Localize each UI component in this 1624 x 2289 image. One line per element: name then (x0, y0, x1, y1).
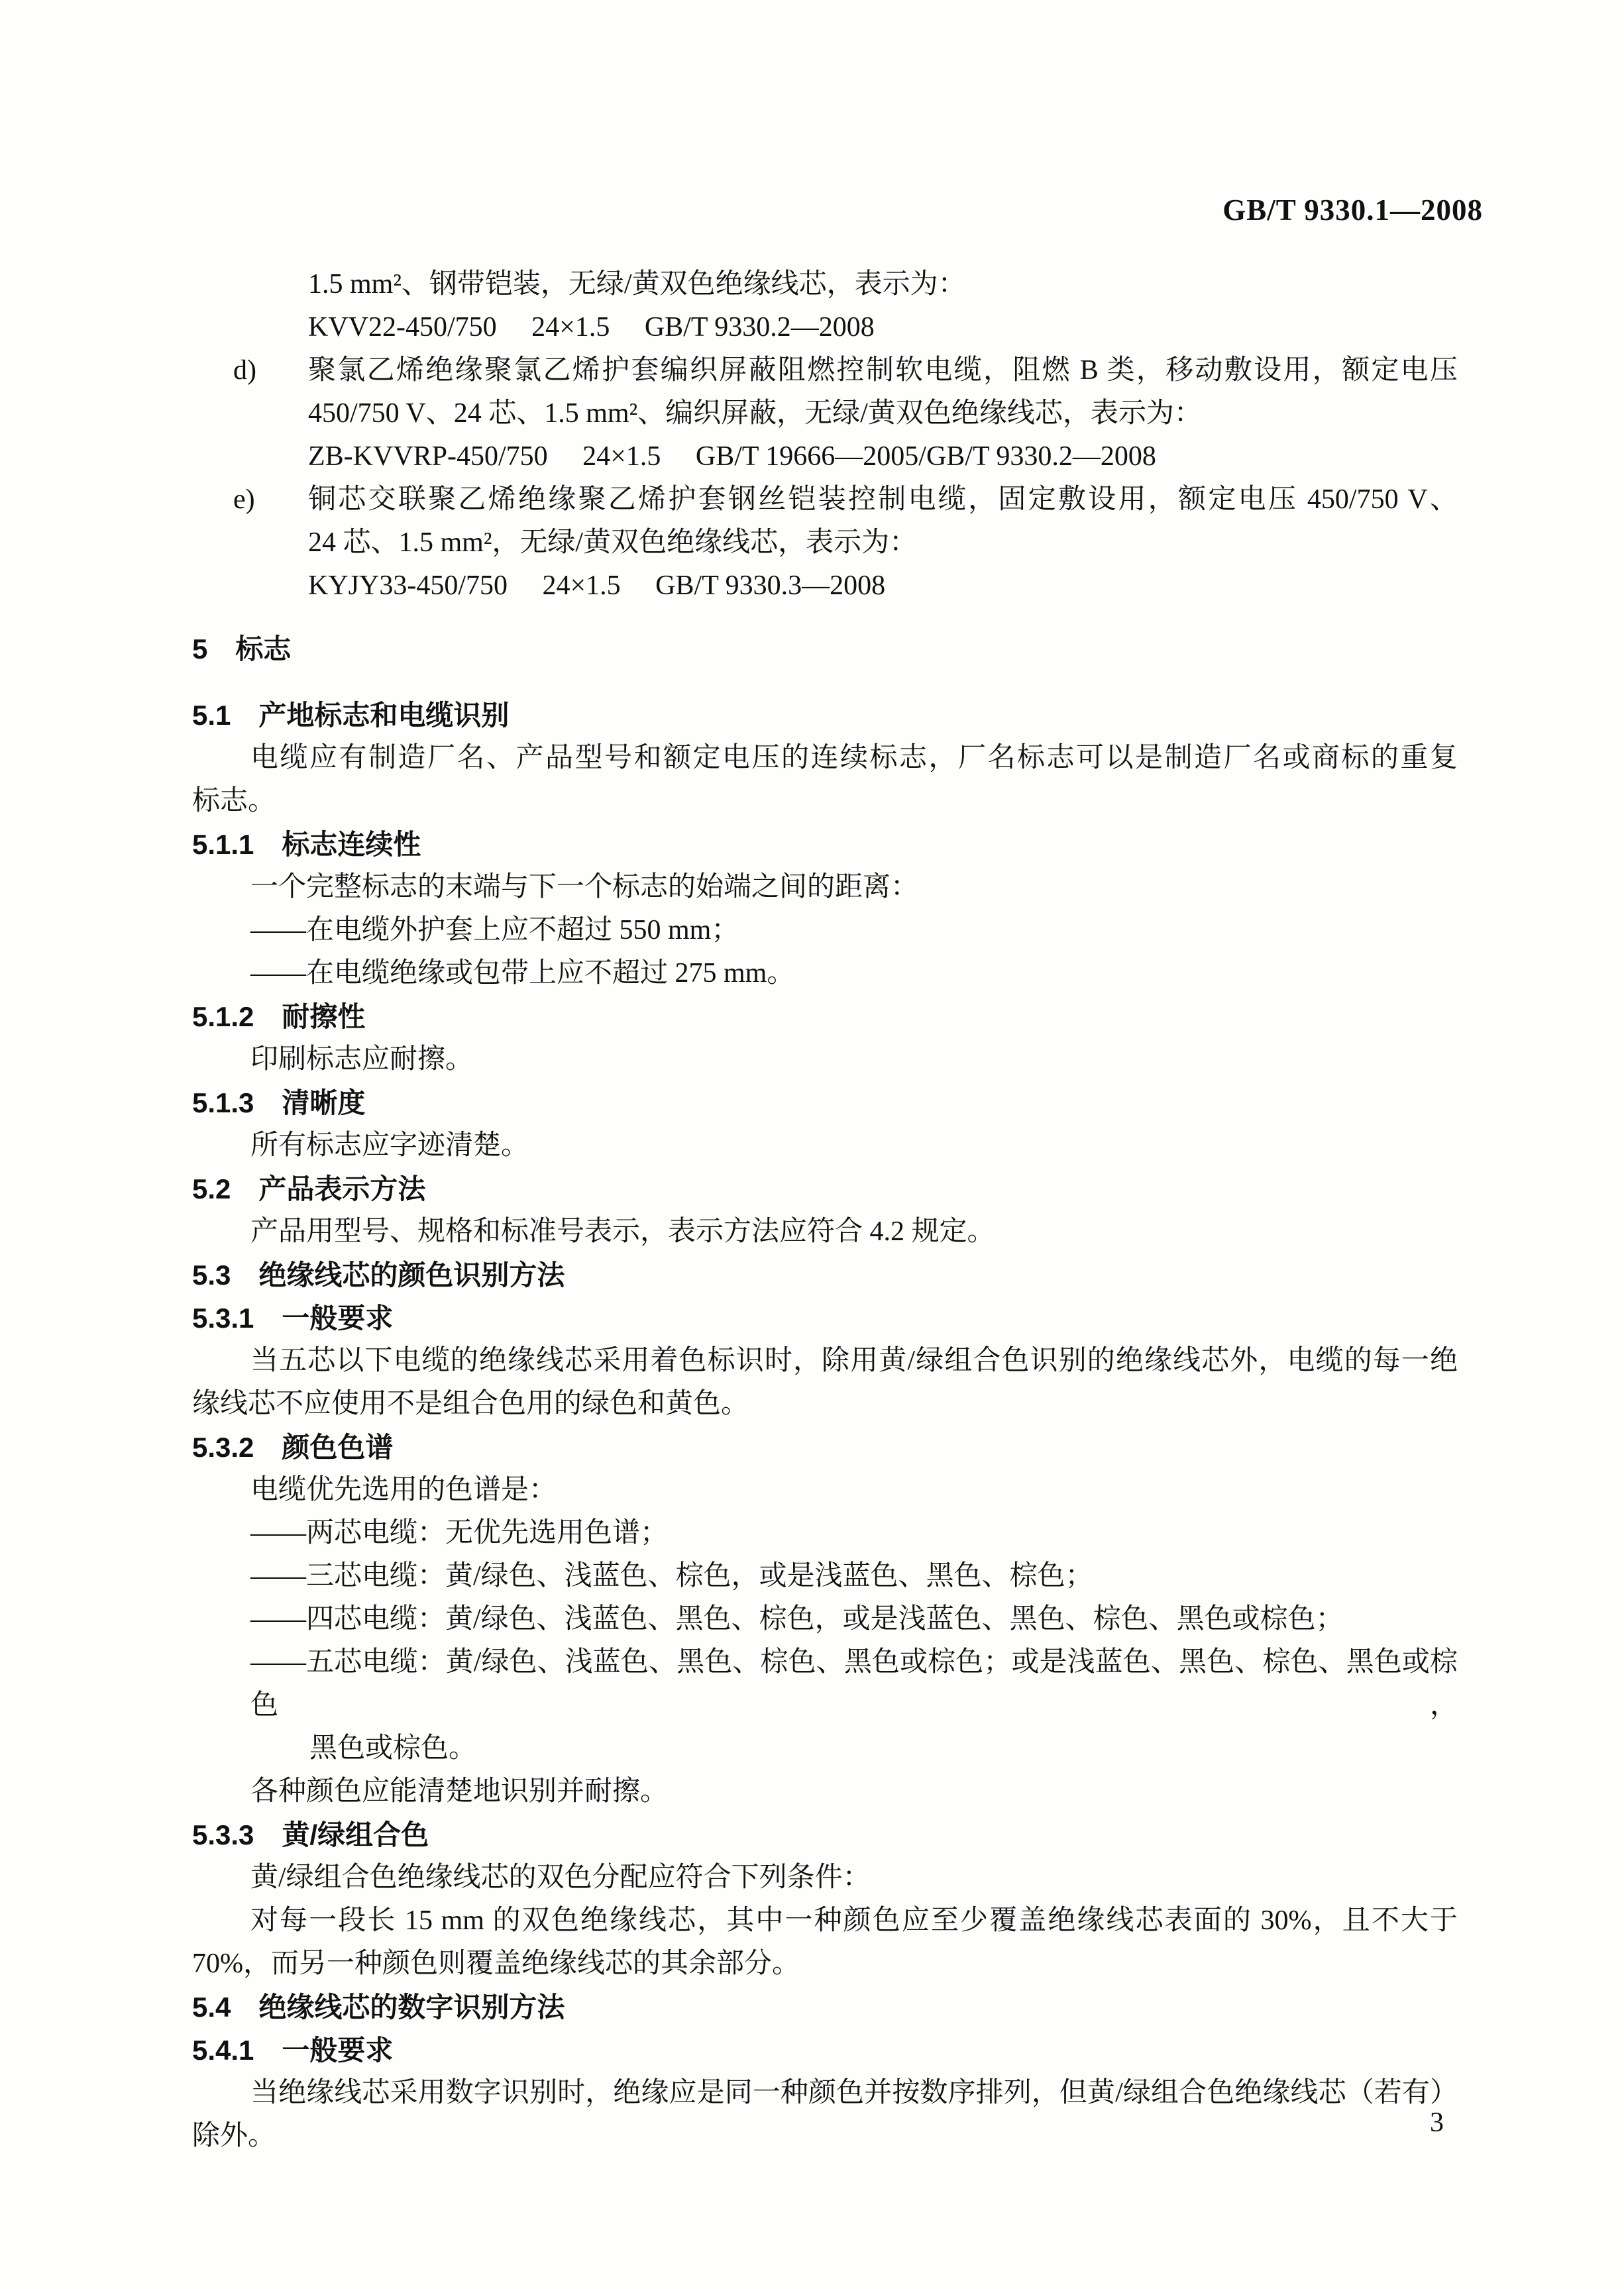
page-number: 3 (1430, 2107, 1444, 2138)
section-title: 绝缘线芯的颜色识别方法 (258, 1259, 565, 1291)
section-heading (0, 694, 1624, 737)
section-title: 产品表示方法 (258, 1173, 426, 1204)
section-number: 5.1.1 (192, 829, 254, 860)
cable-designation-line: KYJY33-450/750 24×1.5 GB/T 9330.3—2008 (308, 570, 886, 601)
section-title: 标志 (235, 633, 292, 665)
section-heading (0, 1986, 1624, 2029)
paragraph-line: 当五芯以下电缆的绝缘线芯采用着色标识时，除用黄/绿组合色识别的绝缘线芯外，电缆的每一绝 (250, 1346, 1458, 1376)
dash-list-item-line: ——四芯电缆：黄/绿色、浅蓝色、黑色、棕色，或是浅蓝色、黑色、棕色、黑色或棕色； (250, 1604, 1344, 1634)
paragraph-line: 黄/绿组合色绝缘线芯的双色分配应符合下列条件： (250, 1862, 871, 1893)
section-title: 标志连续性 (282, 829, 421, 860)
lettered-list-item-continuation: 450/750 V、24 芯、1.5 mm²、编织屏蔽，无绿/黄双色绝缘线芯，表示为： (308, 398, 1202, 429)
paragraph-line: 产品用型号、规格和标准号表示，表示方法应符合 4.2 规定。 (250, 1216, 995, 1247)
section-title: 一般要求 (282, 1303, 394, 1334)
section-title: 产地标志和电缆识别 (258, 700, 510, 731)
section-number: 5.2 (192, 1173, 231, 1204)
cable-designation-line: KVV22-450/750 24×1.5 GB/T 9330.2—2008 (308, 312, 875, 343)
section-number: 5.4 (192, 1992, 231, 2023)
section-title: 绝缘线芯的数字识别方法 (258, 1992, 565, 2023)
section-number: 5 (192, 633, 208, 665)
paragraph-continuation-line: 除外。 (192, 2121, 276, 2151)
section-title: 黄/绿组合色 (282, 1819, 429, 1850)
dash-list-item-line: ——三芯电缆：黄/绿色、浅蓝色、棕色，或是浅蓝色、黑色、棕色； (250, 1561, 1093, 1591)
section-number: 5.1.2 (192, 1001, 254, 1032)
paragraph-line: 各种颜色应能清楚地识别并耐擦。 (250, 1776, 669, 1807)
document-body (0, 263, 1624, 2158)
dash-list-item-line: ——在电缆绝缘或包带上应不超过 275 mm。 (250, 958, 795, 988)
paragraph-line: 一个完整标志的末端与下一个标志的始端之间的距离： (250, 872, 919, 902)
section-title: 颜色色谱 (282, 1432, 394, 1463)
cable-designation-line: ZB-KVVRP-450/750 24×1.5 GB/T 19666—2005/GB/T 9330.2—2008 (308, 441, 1156, 472)
paragraph-continuation-line: 标志。 (192, 786, 276, 816)
section-heading (0, 627, 1624, 670)
section-number: 5.4.1 (192, 2035, 254, 2066)
section-number: 5.3.3 (192, 1819, 254, 1850)
section-heading (0, 1253, 1624, 1297)
list-item-text: 铜芯交联聚乙烯绝缘聚乙烯护套钢丝铠装控制电缆，固定敷设用，额定电压 450/750 V、 (308, 484, 1458, 515)
section-number: 5.3 (192, 1259, 231, 1291)
dash-list-item-line: ——两芯电缆：无优先选用色谱； (250, 1518, 669, 1548)
section-heading (0, 1297, 1624, 1340)
section-title: 一般要求 (282, 2035, 394, 2066)
paragraph-line: 所有标志应字迹清楚。 (250, 1130, 529, 1161)
paragraph-line: 对每一段长 15 mm 的双色绝缘线芯，其中一种颜色应至少覆盖绝缘线芯表面的 30%，且不大于 (250, 1905, 1458, 1936)
paragraph-line: 电缆应有制造厂名、产品型号和额定电压的连续标志，厂名标志可以是制造厂名或商标的重复 (250, 743, 1458, 773)
dash-list-item-line: ——在电缆外护套上应不超过 550 mm； (250, 915, 739, 945)
paragraph-continuation-line: 70%，而另一种颜色则覆盖绝缘线芯的其余部分。 (192, 1948, 800, 1979)
section-heading (0, 1813, 1624, 1856)
lettered-list-item-line (0, 349, 1458, 392)
section-heading (0, 2029, 1624, 2072)
section-heading (0, 1081, 1624, 1124)
section-title: 清晰度 (282, 1087, 366, 1118)
standard-number-header: GB/T 9330.1—2008 (1222, 193, 1483, 227)
dash-list-item-continuation: 黑色或棕色。 (309, 1733, 477, 1764)
lettered-list-item-line (0, 478, 1458, 521)
paragraph-continuation-line: 缘线芯不应使用不是组合色用的绿色和黄色。 (192, 1389, 749, 1419)
section-number: 5.1 (192, 700, 231, 731)
section-number: 5.3.1 (192, 1303, 254, 1334)
list-item-letter: e) (233, 484, 255, 515)
section-heading (0, 823, 1624, 866)
paragraph-line: 电缆优先选用的色谱是： (250, 1475, 557, 1505)
list-item-letter: d) (233, 355, 256, 386)
section-number: 5.3.2 (192, 1432, 254, 1463)
paragraph-line: 当绝缘线芯采用数字识别时，绝缘应是同一种颜色并按数序排列，但黄/绿组合色绝缘线芯（若有） (250, 2078, 1458, 2108)
section-title: 耐擦性 (282, 1001, 366, 1032)
section-heading (0, 1426, 1624, 1469)
paragraph-line: 印刷标志应耐擦。 (250, 1044, 474, 1075)
lettered-list-item-continuation: 1.5 mm²、钢带铠装，无绿/黄双色绝缘线芯，表示为： (308, 269, 966, 299)
list-item-text: 聚氯乙烯绝缘聚氯乙烯护套编织屏蔽阻燃控制软电缆，阻燃 B 类，移动敷设用，额定电压 (308, 355, 1458, 386)
lettered-list-item-continuation: 24 芯、1.5 mm²，无绿/黄双色绝缘线芯，表示为： (308, 527, 918, 558)
dash-list-item-line: ——五芯电缆：黄/绿色、浅蓝色、黑色、棕色、黑色或棕色；或是浅蓝色、黑色、棕色、黑色或棕色， (250, 1647, 1458, 1721)
section-heading (0, 1167, 1624, 1210)
section-number: 5.1.3 (192, 1087, 254, 1118)
section-heading (0, 995, 1624, 1038)
